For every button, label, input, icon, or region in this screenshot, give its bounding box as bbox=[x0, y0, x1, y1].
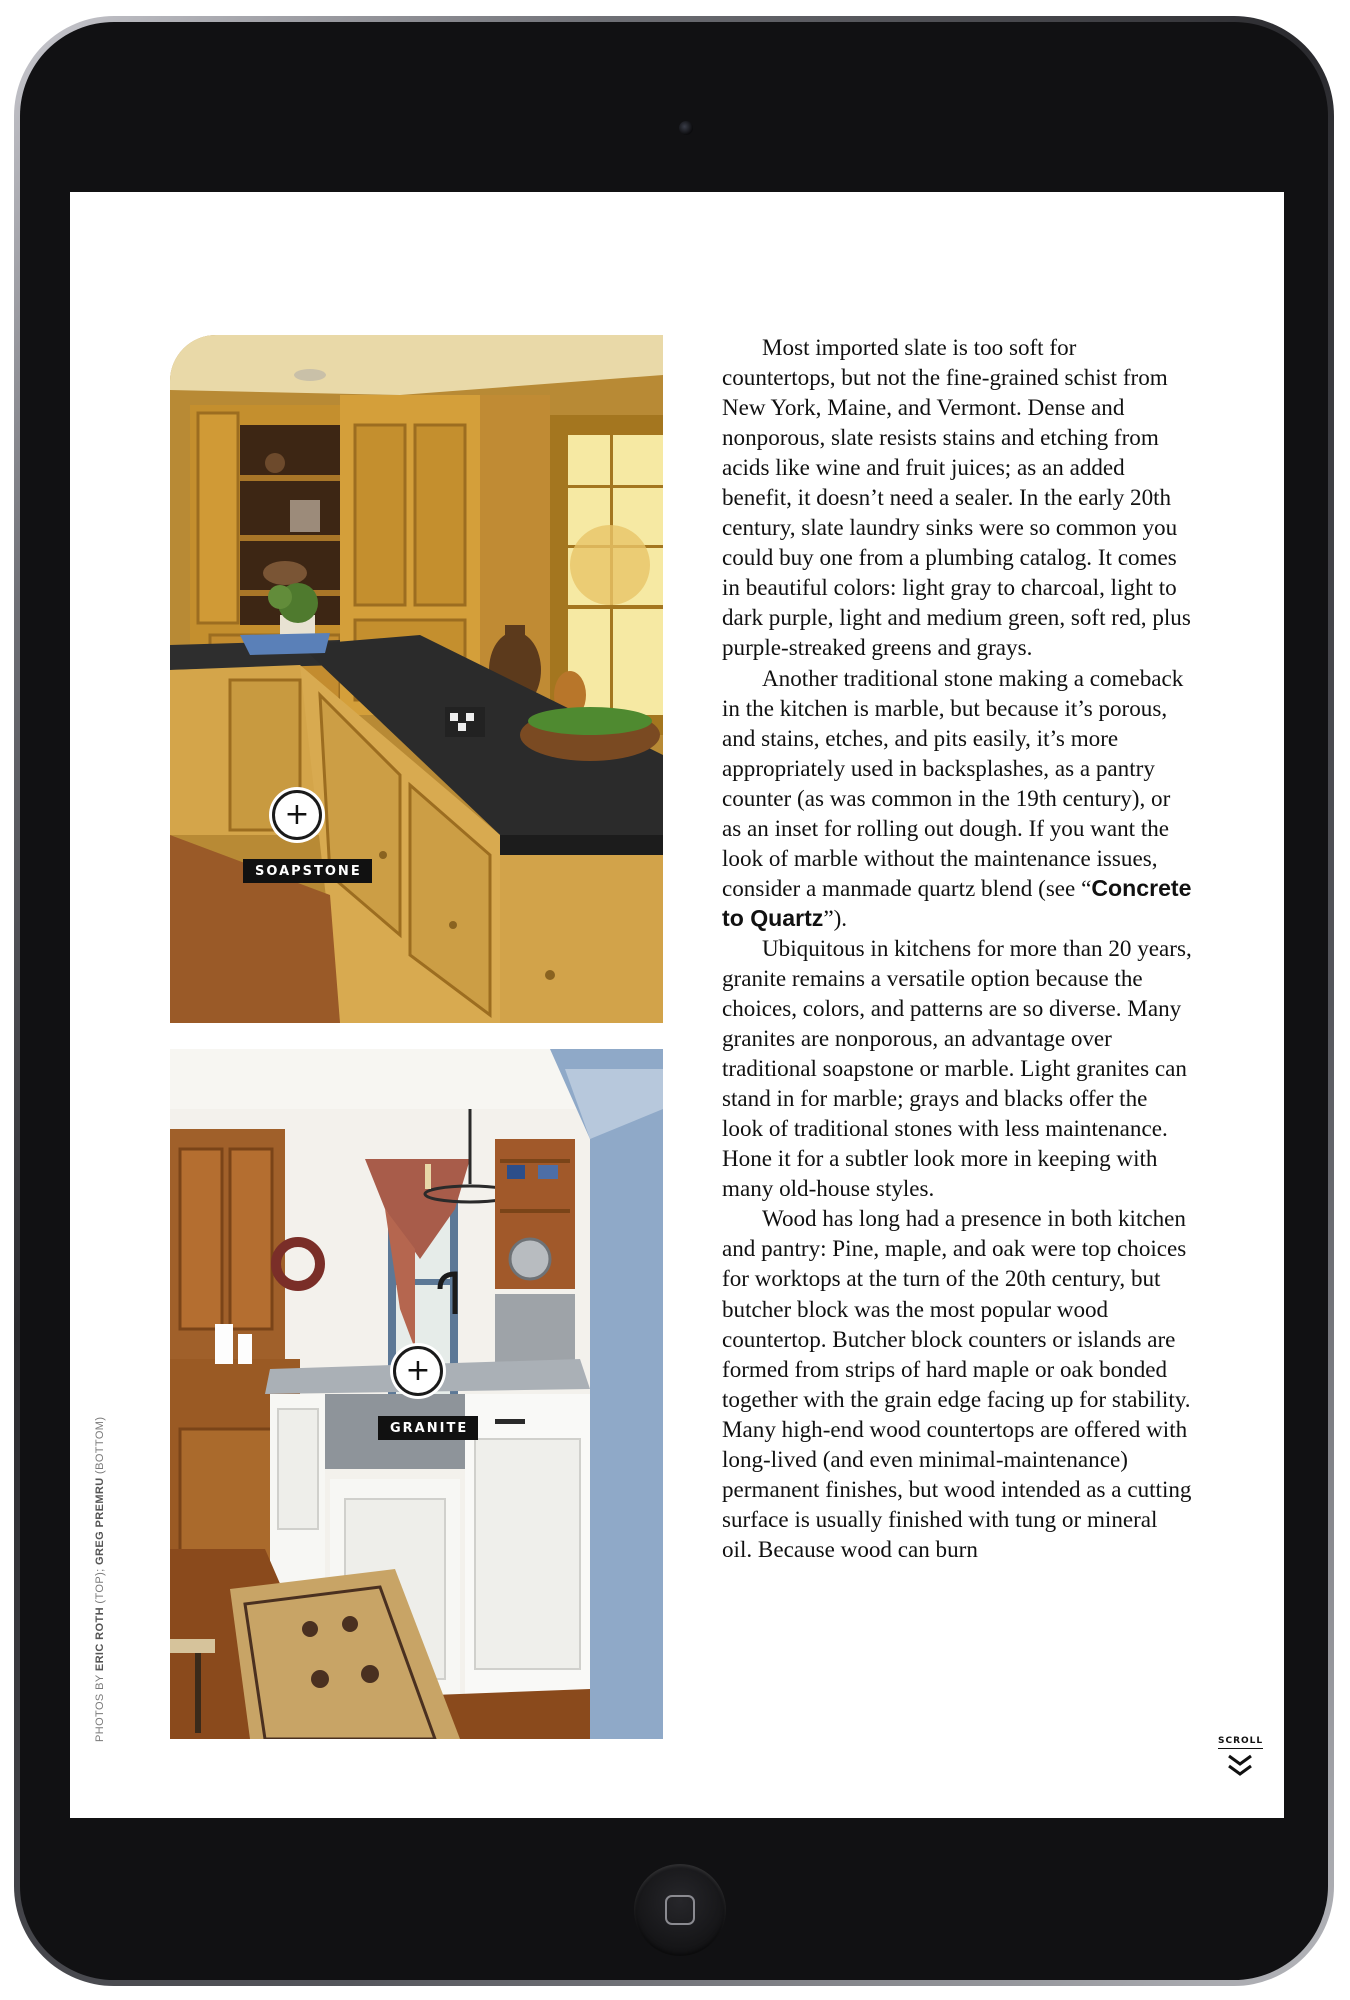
article-body bbox=[722, 332, 1192, 1564]
double-chevron-down-icon bbox=[1225, 1753, 1255, 1779]
paragraph-marble bbox=[722, 663, 1192, 933]
paragraph-wood: Wood has long had a presence in both kitchen and pantry: Pine, maple, and oak were top choices for worktops at the turn of the 20th century, but butcher block was the most popular wood countertop. Butcher block counters or islands are formed from strips of hard maple or oak bonded together with the grain edge facing up for stability. Many high-end wood countertops are offered with long-lived (and even minimal-maintenance) permanent finishes, but wood intended as a cutting surface is usually finished with tung or mineral oil. Because wood can burn bbox=[722, 1205, 1192, 1562]
home-button[interactable] bbox=[634, 1864, 726, 1956]
soapstone-kitchen-illustration bbox=[170, 335, 663, 1023]
plus-icon: + bbox=[284, 797, 310, 832]
soapstone-kitchen-photo bbox=[170, 335, 663, 1023]
credit-photographer-2: GREG PREMRU bbox=[94, 1477, 106, 1565]
paragraph-marble-text: Another traditional stone making a comeback in the kitchen is marble, but because it’s porous, and stains, etches, and pits easily, it’s more appropriately used in backsplashes, as a pantry counter (as was common in the 19th century), or as an inset for rolling out dough. If you want the look of marble without the maintenance issues, consider a manmade quartz blend bbox=[722, 664, 1184, 901]
granite-label: GRANITE bbox=[378, 1416, 478, 1440]
granite-kitchen-photo bbox=[170, 1049, 663, 1739]
granite-hotspot-button[interactable] bbox=[393, 1346, 443, 1396]
front-camera bbox=[679, 121, 693, 135]
photo-credit bbox=[94, 1417, 106, 1742]
concrete-to-quartz-link[interactable]: Concrete to Quartz bbox=[722, 874, 1192, 931]
credit-position-2: (BOTTOM) bbox=[94, 1416, 106, 1478]
see-prefix: (see “ bbox=[1032, 874, 1092, 901]
plus-icon: + bbox=[405, 1353, 431, 1388]
scroll-indicator[interactable] bbox=[1218, 1730, 1262, 1779]
magazine-page bbox=[70, 192, 1284, 1818]
credit-position-1: (TOP); bbox=[94, 1564, 106, 1608]
paragraph-slate: Most imported slate is too soft for countertops, but not the fine-grained schist from New York, Maine, and Vermont. Dense and nonporous, slate resists stains and etching from acids like wine and fruit juices; as an added benefit, it doesn’t need a sealer. In the early 20th century, slate laundry sinks were so common you could buy one from a plumbing catalog. It comes in beautiful colors: light gray to charcoal, light to dark purple, light and medium green, soft red, plus purple-streaked greens and grays. bbox=[722, 334, 1191, 661]
credit-prefix: PHOTOS BY bbox=[94, 1671, 106, 1742]
soapstone-label: SOAPSTONE bbox=[243, 859, 372, 883]
credit-photographer-1: ERIC ROTH bbox=[94, 1607, 106, 1672]
see-suffix: ”). bbox=[823, 904, 848, 931]
scroll-label: SCROLL bbox=[1218, 1736, 1263, 1749]
soapstone-hotspot-button[interactable] bbox=[272, 790, 322, 840]
paragraph-granite: Ubiquitous in kitchens for more than 20 years, granite remains a versatile option because the choices, colors, and patterns are so diverse. Many granites are nonporous, an advantage over traditional soapstone or marble. Light granites can stand in for marble; grays and blacks offer the look of traditional stones with less maintenance. Hone it for a subtler look more in keeping with many old-house styles. bbox=[722, 934, 1192, 1202]
home-square-icon bbox=[665, 1895, 695, 1925]
